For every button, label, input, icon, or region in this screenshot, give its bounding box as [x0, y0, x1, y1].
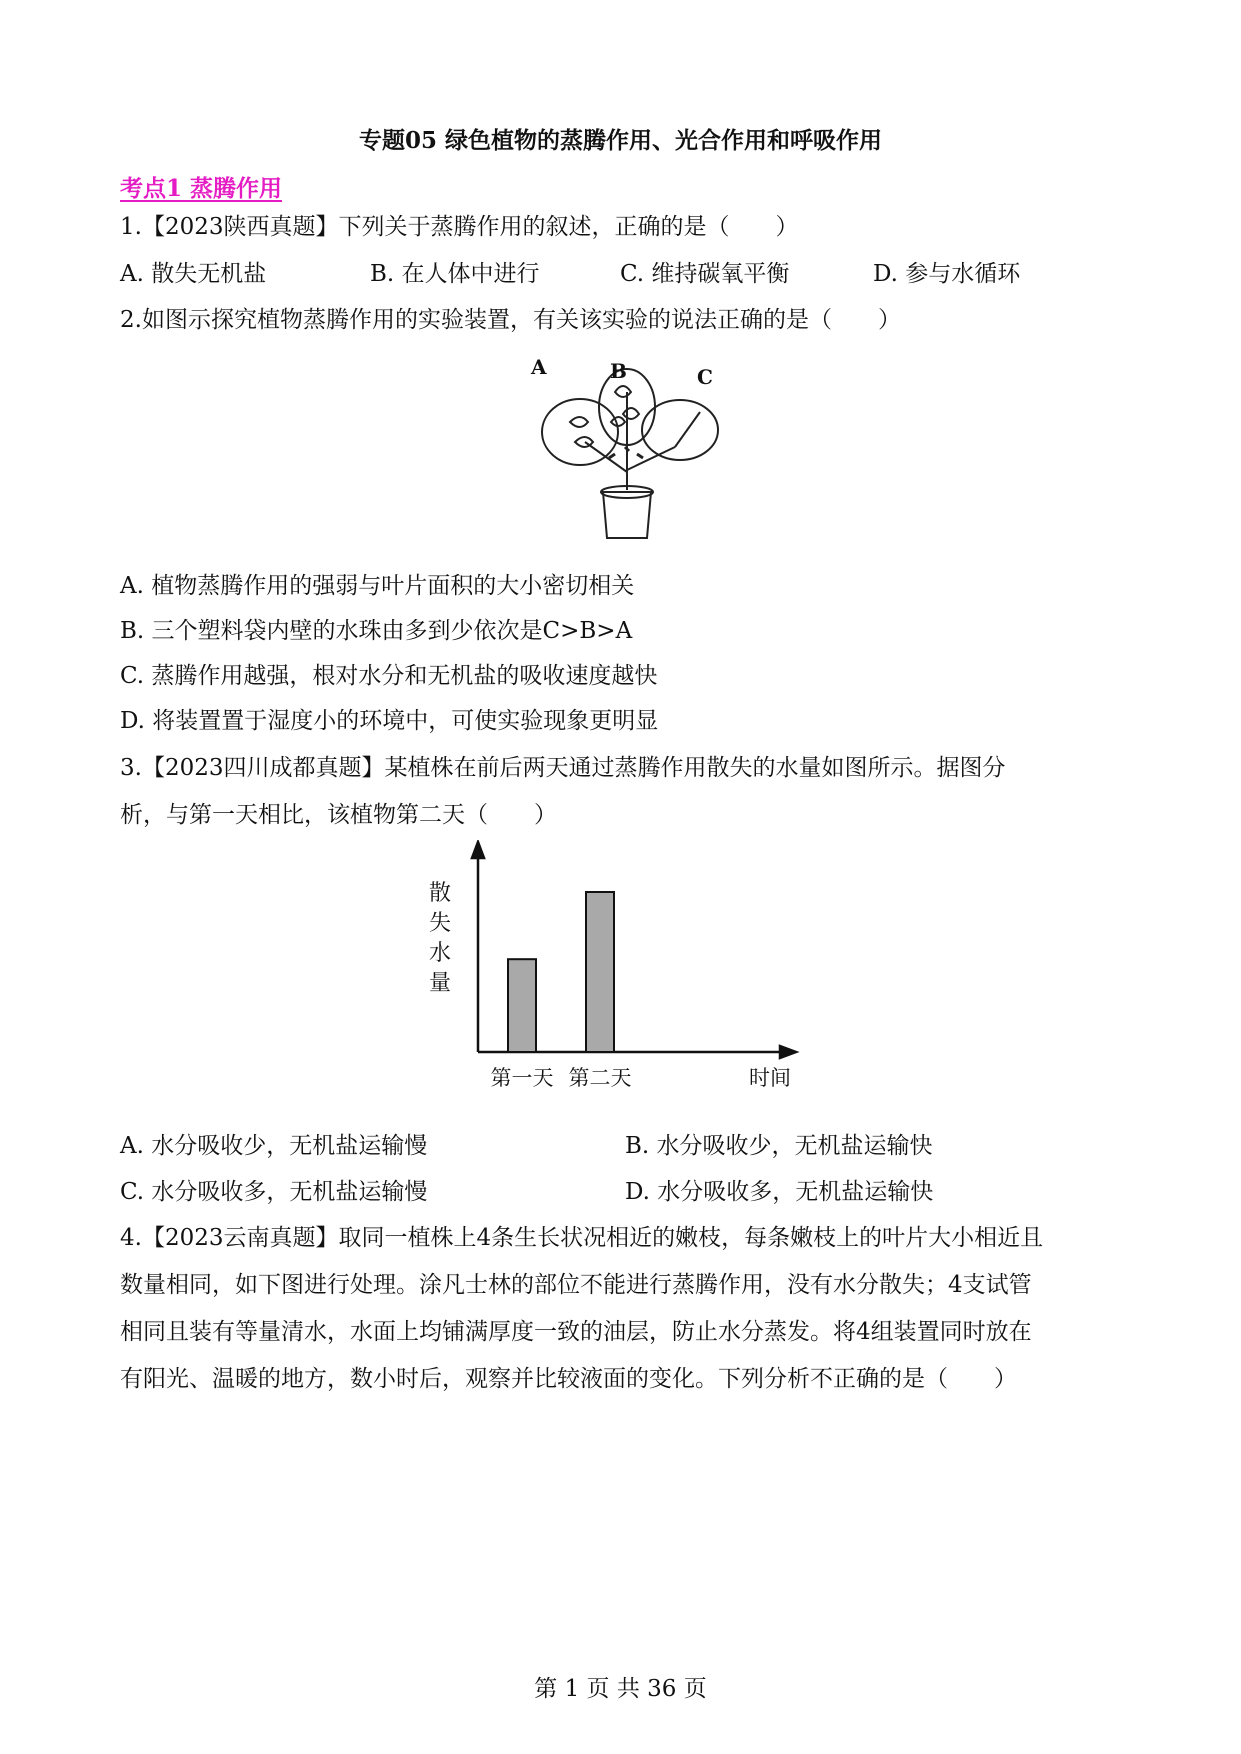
page-footer: 第 1 页 共 36 页 — [534, 1676, 707, 1702]
q3-stem-line2: 析，与第一天相比，该植物第二天（ ） — [120, 802, 557, 828]
bar-1 — [508, 959, 536, 1052]
q1-option-a: A. 散失无机盐 — [120, 261, 267, 287]
q4-stem-line2: 数量相同，如下图进行处理。涂凡士林的部位不能进行蒸腾作用，没有水分散失；4支试管 — [120, 1272, 1032, 1298]
y-axis-label-char-1: 散 — [428, 881, 452, 906]
y-axis-label-char-4: 量 — [428, 971, 452, 996]
q2-option-b: B. 三个塑料袋内壁的水珠由多到少依次是C>B>A — [120, 618, 633, 644]
bare-stem-c — [675, 412, 700, 447]
leaves-a — [570, 417, 593, 447]
q4-stem-line4: 有阳光、温暖的地方，数小时后，观察并比较液面的变化。下列分析不正确的是（ ） — [120, 1366, 1017, 1392]
x-axis-arrow — [780, 1046, 796, 1058]
q3-stem-line1: 3.【2023四川成都真题】某植株在前后两天通过蒸腾作用散失的水量如图所示。据图分 — [120, 755, 1006, 781]
label-b: B — [610, 359, 627, 383]
bar-2 — [586, 892, 614, 1052]
x-tick-label-1: 第一天 — [490, 1066, 554, 1090]
bag-c — [642, 400, 718, 460]
q3-option-c: C. 水分吸收多，无机盐运输慢 — [120, 1179, 428, 1205]
q1-option-b: B. 在人体中进行 — [370, 261, 540, 287]
q2-option-a: A. 植物蒸腾作用的强弱与叶片面积的大小密切相关 — [120, 573, 635, 599]
q4-stem-line3: 相同且装有等量清水，水面上均铺满厚度一致的油层，防止水分蒸发。将4组装置同时放在 — [120, 1319, 1032, 1345]
label-a: A — [531, 355, 547, 379]
q2-option-d: D. 将装置置于湿度小的环境中，可使实验现象更明显 — [120, 708, 659, 734]
y-axis-arrow — [472, 842, 484, 858]
y-axis-label — [429, 881, 451, 996]
x-axis-label: 时间 — [749, 1066, 791, 1090]
water-loss-bar-chart — [420, 840, 800, 1100]
q3-option-a: A. 水分吸收少，无机盐运输慢 — [120, 1133, 428, 1159]
q2-stem: 2.如图示探究植物蒸腾作用的实验装置，有关该实验的说法正确的是（ ） — [120, 307, 901, 333]
q4-stem-line1: 4.【2023云南真题】取同一植株上4条生长状况相近的嫩枝，每条嫩枝上的叶片大小相近且 — [120, 1225, 1044, 1251]
q3-option-b: B. 水分吸收少，无机盐运输快 — [625, 1133, 933, 1159]
y-axis-label-char-3: 水 — [428, 941, 452, 966]
section-heading: 考点1 蒸腾作用 — [120, 175, 283, 202]
x-tick-label-2: 第二天 — [568, 1066, 632, 1090]
q1-option-d: D. 参与水循环 — [873, 261, 1021, 287]
label-c: C — [697, 365, 713, 389]
q3-option-d: D. 水分吸收多，无机盐运输快 — [625, 1179, 934, 1205]
q1-option-c: C. 维持碳氧平衡 — [620, 261, 790, 287]
y-axis-label-char-2: 失 — [428, 911, 452, 936]
page-title: 专题05 绿色植物的蒸腾作用、光合作用和呼吸作用 — [358, 127, 882, 154]
q2-option-c: C. 蒸腾作用越强，根对水分和无机盐的吸收速度越快 — [120, 663, 658, 689]
q1-stem: 1.【2023陕西真题】下列关于蒸腾作用的叙述，正确的是（ ） — [120, 214, 799, 240]
